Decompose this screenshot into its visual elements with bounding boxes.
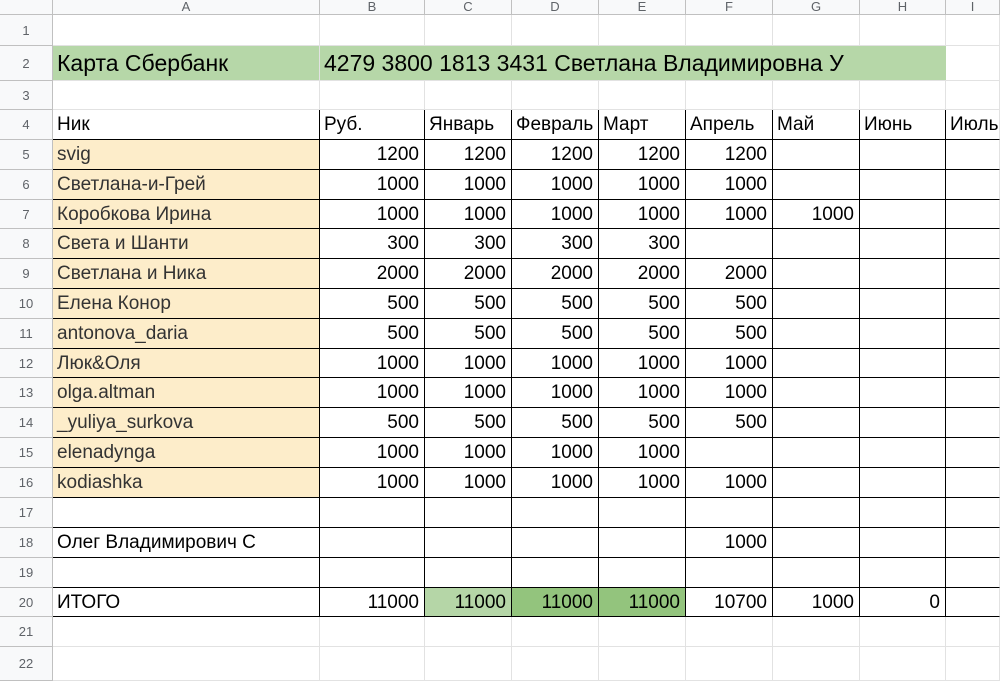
amount-cell[interactable]: 1000 xyxy=(599,438,686,468)
row-number[interactable]: 6 xyxy=(0,170,53,200)
nick-cell[interactable]: kodiashka xyxy=(53,468,320,498)
cell[interactable] xyxy=(425,15,512,46)
column-header[interactable]: E xyxy=(599,0,686,15)
amount-cell[interactable]: 1000 xyxy=(686,349,773,378)
header-cell[interactable]: Июнь xyxy=(860,110,946,140)
amount-cell[interactable] xyxy=(773,438,860,468)
amount-cell[interactable]: 1000 xyxy=(320,378,425,408)
amount-cell[interactable]: 1000 xyxy=(512,170,599,200)
total-cell[interactable]: 10700 xyxy=(686,588,773,617)
total-cell[interactable]: 1000 xyxy=(773,588,860,617)
amount-cell[interactable]: 500 xyxy=(320,319,425,349)
cell[interactable] xyxy=(860,558,946,588)
row-number[interactable]: 3 xyxy=(0,81,53,110)
column-header[interactable]: C xyxy=(425,0,512,15)
amount-cell[interactable]: 1000 xyxy=(425,378,512,408)
amount-cell[interactable]: 1000 xyxy=(686,468,773,498)
select-all-corner[interactable] xyxy=(0,0,53,15)
row-number[interactable]: 1 xyxy=(0,15,53,46)
cell[interactable] xyxy=(946,15,1000,46)
row-number[interactable]: 16 xyxy=(0,468,53,498)
amount-cell[interactable] xyxy=(860,229,946,259)
row-number[interactable]: 18 xyxy=(0,528,53,558)
cell[interactable] xyxy=(512,647,599,681)
row-number[interactable]: 9 xyxy=(0,259,53,289)
amount-cell[interactable] xyxy=(773,349,860,378)
amount-cell[interactable]: 500 xyxy=(512,408,599,438)
cell[interactable] xyxy=(320,15,425,46)
amount-cell[interactable]: 500 xyxy=(686,289,773,319)
row-number[interactable]: 12 xyxy=(0,349,53,378)
cell[interactable] xyxy=(512,498,599,528)
amount-cell[interactable]: 2000 xyxy=(425,259,512,289)
amount-cell[interactable]: 1000 xyxy=(425,170,512,200)
cell[interactable] xyxy=(773,15,860,46)
amount-cell[interactable] xyxy=(773,140,860,170)
row-number[interactable]: 4 xyxy=(0,110,53,140)
row-number[interactable]: 10 xyxy=(0,289,53,319)
total-cell[interactable]: 0 xyxy=(860,588,946,617)
column-header[interactable]: B xyxy=(320,0,425,15)
amount-cell[interactable] xyxy=(773,170,860,200)
cell[interactable] xyxy=(860,498,946,528)
amount-cell[interactable]: 1000 xyxy=(320,170,425,200)
amount-cell[interactable] xyxy=(860,200,946,229)
amount-cell[interactable]: 1000 xyxy=(512,468,599,498)
amount-cell[interactable]: 2000 xyxy=(320,259,425,289)
amount-cell[interactable] xyxy=(860,140,946,170)
amount-cell[interactable] xyxy=(860,289,946,319)
column-header[interactable]: H xyxy=(860,0,946,15)
amount-cell[interactable] xyxy=(946,259,1000,289)
total-cell[interactable]: 11000 xyxy=(512,588,599,617)
cell[interactable] xyxy=(773,498,860,528)
nick-cell[interactable]: Люк&Оля xyxy=(53,349,320,378)
amount-cell[interactable]: 1000 xyxy=(686,378,773,408)
amount-cell[interactable] xyxy=(773,319,860,349)
cell[interactable] xyxy=(425,647,512,681)
total-cell[interactable]: 11000 xyxy=(425,588,512,617)
amount-cell[interactable]: 1200 xyxy=(425,140,512,170)
column-header[interactable]: G xyxy=(773,0,860,15)
nick-cell[interactable]: antonova_daria xyxy=(53,319,320,349)
amount-cell[interactable]: 500 xyxy=(599,319,686,349)
row-number[interactable]: 21 xyxy=(0,617,53,647)
cell[interactable] xyxy=(512,15,599,46)
nick-cell[interactable]: Коробкова Ирина xyxy=(53,200,320,229)
amount-cell[interactable]: 1000 xyxy=(599,468,686,498)
card-details-cell[interactable]: 4279 3800 1813 3431 Светлана Владимировна У xyxy=(320,46,946,81)
row-number[interactable]: 20 xyxy=(0,588,53,617)
amount-cell[interactable]: 1000 xyxy=(773,200,860,229)
amount-cell[interactable]: 1000 xyxy=(686,528,773,558)
amount-cell[interactable]: 300 xyxy=(599,229,686,259)
row-number[interactable]: 19 xyxy=(0,558,53,588)
cell[interactable] xyxy=(946,46,1000,81)
amount-cell[interactable] xyxy=(946,229,1000,259)
amount-cell[interactable] xyxy=(860,259,946,289)
amount-cell[interactable]: 300 xyxy=(425,229,512,259)
amount-cell[interactable] xyxy=(773,229,860,259)
amount-cell[interactable]: 300 xyxy=(512,229,599,259)
total-cell[interactable]: 11000 xyxy=(320,588,425,617)
amount-cell[interactable] xyxy=(946,378,1000,408)
cell[interactable] xyxy=(773,617,860,647)
amount-cell[interactable] xyxy=(773,259,860,289)
total-cell[interactable]: 11000 xyxy=(599,588,686,617)
column-header[interactable]: D xyxy=(512,0,599,15)
amount-cell[interactable] xyxy=(860,349,946,378)
cell[interactable] xyxy=(425,81,512,110)
amount-cell[interactable] xyxy=(946,528,1000,558)
amount-cell[interactable]: 500 xyxy=(425,319,512,349)
amount-cell[interactable]: 1000 xyxy=(686,200,773,229)
cell[interactable] xyxy=(320,647,425,681)
amount-cell[interactable] xyxy=(860,378,946,408)
amount-cell[interactable]: 2000 xyxy=(686,259,773,289)
amount-cell[interactable] xyxy=(773,289,860,319)
amount-cell[interactable]: 2000 xyxy=(512,259,599,289)
card-label-cell[interactable]: Карта Сбербанк xyxy=(53,46,320,81)
row-number[interactable]: 5 xyxy=(0,140,53,170)
amount-cell[interactable] xyxy=(946,170,1000,200)
cell[interactable] xyxy=(773,647,860,681)
cell[interactable] xyxy=(53,498,320,528)
cell[interactable] xyxy=(512,558,599,588)
row-number[interactable]: 8 xyxy=(0,229,53,259)
cell[interactable] xyxy=(53,15,320,46)
header-cell[interactable]: Апрель xyxy=(686,110,773,140)
amount-cell[interactable] xyxy=(512,528,599,558)
amount-cell[interactable]: 1000 xyxy=(425,200,512,229)
amount-cell[interactable] xyxy=(946,438,1000,468)
nick-cell[interactable]: Олег Владимирович С xyxy=(53,528,320,558)
amount-cell[interactable] xyxy=(773,468,860,498)
cell[interactable] xyxy=(53,558,320,588)
cell[interactable] xyxy=(686,558,773,588)
cell[interactable] xyxy=(425,498,512,528)
amount-cell[interactable] xyxy=(860,468,946,498)
amount-cell[interactable] xyxy=(599,528,686,558)
cell[interactable] xyxy=(425,558,512,588)
amount-cell[interactable]: 1000 xyxy=(599,170,686,200)
amount-cell[interactable]: 500 xyxy=(599,289,686,319)
amount-cell[interactable]: 300 xyxy=(320,229,425,259)
cell[interactable] xyxy=(512,81,599,110)
amount-cell[interactable] xyxy=(860,319,946,349)
nick-cell[interactable]: Светлана и Ника xyxy=(53,259,320,289)
amount-cell[interactable] xyxy=(946,200,1000,229)
cell[interactable] xyxy=(599,81,686,110)
amount-cell[interactable] xyxy=(946,408,1000,438)
header-cell[interactable]: Июль xyxy=(946,110,1000,140)
amount-cell[interactable]: 1200 xyxy=(599,140,686,170)
amount-cell[interactable]: 1000 xyxy=(512,438,599,468)
cell[interactable] xyxy=(425,617,512,647)
cell[interactable] xyxy=(686,81,773,110)
amount-cell[interactable]: 500 xyxy=(425,289,512,319)
cell[interactable] xyxy=(512,617,599,647)
amount-cell[interactable] xyxy=(686,229,773,259)
amount-cell[interactable] xyxy=(773,408,860,438)
amount-cell[interactable]: 1200 xyxy=(320,140,425,170)
amount-cell[interactable]: 1000 xyxy=(599,200,686,229)
cell[interactable] xyxy=(53,647,320,681)
amount-cell[interactable]: 500 xyxy=(512,319,599,349)
header-cell[interactable]: Февраль xyxy=(512,110,599,140)
cell[interactable] xyxy=(320,498,425,528)
amount-cell[interactable]: 1000 xyxy=(320,349,425,378)
nick-cell[interactable]: svig xyxy=(53,140,320,170)
amount-cell[interactable] xyxy=(686,438,773,468)
row-number[interactable]: 13 xyxy=(0,378,53,408)
row-number[interactable]: 7 xyxy=(0,200,53,229)
amount-cell[interactable]: 1000 xyxy=(686,170,773,200)
nick-cell[interactable]: Света и Шанти xyxy=(53,229,320,259)
cell[interactable] xyxy=(686,647,773,681)
cell[interactable] xyxy=(773,558,860,588)
amount-cell[interactable] xyxy=(773,528,860,558)
amount-cell[interactable]: 1000 xyxy=(320,200,425,229)
cell[interactable] xyxy=(860,81,946,110)
row-number[interactable]: 17 xyxy=(0,498,53,528)
amount-cell[interactable] xyxy=(946,319,1000,349)
row-number[interactable]: 14 xyxy=(0,408,53,438)
cell[interactable] xyxy=(599,617,686,647)
cell[interactable] xyxy=(599,15,686,46)
nick-cell[interactable]: olga.altman xyxy=(53,378,320,408)
cell[interactable] xyxy=(599,558,686,588)
amount-cell[interactable] xyxy=(860,170,946,200)
row-number[interactable]: 2 xyxy=(0,46,53,81)
header-cell[interactable]: Руб. xyxy=(320,110,425,140)
column-header[interactable]: A xyxy=(53,0,320,15)
amount-cell[interactable]: 500 xyxy=(425,408,512,438)
cell[interactable] xyxy=(320,617,425,647)
amount-cell[interactable]: 1000 xyxy=(425,438,512,468)
cell[interactable] xyxy=(53,617,320,647)
amount-cell[interactable]: 1000 xyxy=(320,468,425,498)
amount-cell[interactable]: 1000 xyxy=(512,349,599,378)
amount-cell[interactable]: 500 xyxy=(320,408,425,438)
amount-cell[interactable] xyxy=(320,528,425,558)
amount-cell[interactable]: 1000 xyxy=(599,378,686,408)
amount-cell[interactable]: 500 xyxy=(599,408,686,438)
nick-cell[interactable]: Елена Конор xyxy=(53,289,320,319)
amount-cell[interactable] xyxy=(860,528,946,558)
amount-cell[interactable]: 500 xyxy=(512,289,599,319)
amount-cell[interactable] xyxy=(946,468,1000,498)
cell[interactable] xyxy=(946,81,1000,110)
cell[interactable] xyxy=(686,498,773,528)
row-number[interactable]: 11 xyxy=(0,319,53,349)
header-cell[interactable]: Январь xyxy=(425,110,512,140)
amount-cell[interactable]: 500 xyxy=(686,319,773,349)
nick-cell[interactable]: Светлана-и-Грей xyxy=(53,170,320,200)
cell[interactable] xyxy=(686,617,773,647)
cell[interactable] xyxy=(946,617,1000,647)
amount-cell[interactable]: 1000 xyxy=(320,438,425,468)
nick-cell[interactable]: elenadynga xyxy=(53,438,320,468)
cell[interactable] xyxy=(53,81,320,110)
cell[interactable] xyxy=(320,558,425,588)
cell[interactable] xyxy=(686,15,773,46)
amount-cell[interactable]: 1000 xyxy=(425,349,512,378)
header-cell[interactable]: Май xyxy=(773,110,860,140)
cell[interactable] xyxy=(860,647,946,681)
cell[interactable] xyxy=(773,81,860,110)
amount-cell[interactable]: 1200 xyxy=(512,140,599,170)
nick-cell[interactable]: _yuliya_surkova xyxy=(53,408,320,438)
total-label-cell[interactable]: ИТОГО xyxy=(53,588,320,617)
amount-cell[interactable]: 1000 xyxy=(512,200,599,229)
cell[interactable] xyxy=(946,647,1000,681)
amount-cell[interactable]: 500 xyxy=(686,408,773,438)
cell[interactable] xyxy=(860,617,946,647)
cell[interactable] xyxy=(599,498,686,528)
column-header[interactable]: F xyxy=(686,0,773,15)
amount-cell[interactable] xyxy=(860,438,946,468)
amount-cell[interactable] xyxy=(773,378,860,408)
amount-cell[interactable]: 1000 xyxy=(599,349,686,378)
cell[interactable] xyxy=(320,81,425,110)
column-header[interactable]: I xyxy=(946,0,1000,15)
cell[interactable] xyxy=(946,498,1000,528)
total-cell[interactable] xyxy=(946,588,1000,617)
amount-cell[interactable] xyxy=(946,349,1000,378)
amount-cell[interactable]: 2000 xyxy=(599,259,686,289)
amount-cell[interactable]: 1000 xyxy=(425,468,512,498)
amount-cell[interactable] xyxy=(946,140,1000,170)
row-number[interactable]: 15 xyxy=(0,438,53,468)
amount-cell[interactable]: 1200 xyxy=(686,140,773,170)
cell[interactable] xyxy=(599,647,686,681)
amount-cell[interactable]: 1000 xyxy=(512,378,599,408)
cell[interactable] xyxy=(860,15,946,46)
amount-cell[interactable] xyxy=(425,528,512,558)
amount-cell[interactable]: 500 xyxy=(320,289,425,319)
header-cell[interactable]: Ник xyxy=(53,110,320,140)
row-number[interactable]: 22 xyxy=(0,647,53,681)
header-cell[interactable]: Март xyxy=(599,110,686,140)
cell[interactable] xyxy=(946,558,1000,588)
amount-cell[interactable] xyxy=(946,289,1000,319)
amount-cell[interactable] xyxy=(860,408,946,438)
